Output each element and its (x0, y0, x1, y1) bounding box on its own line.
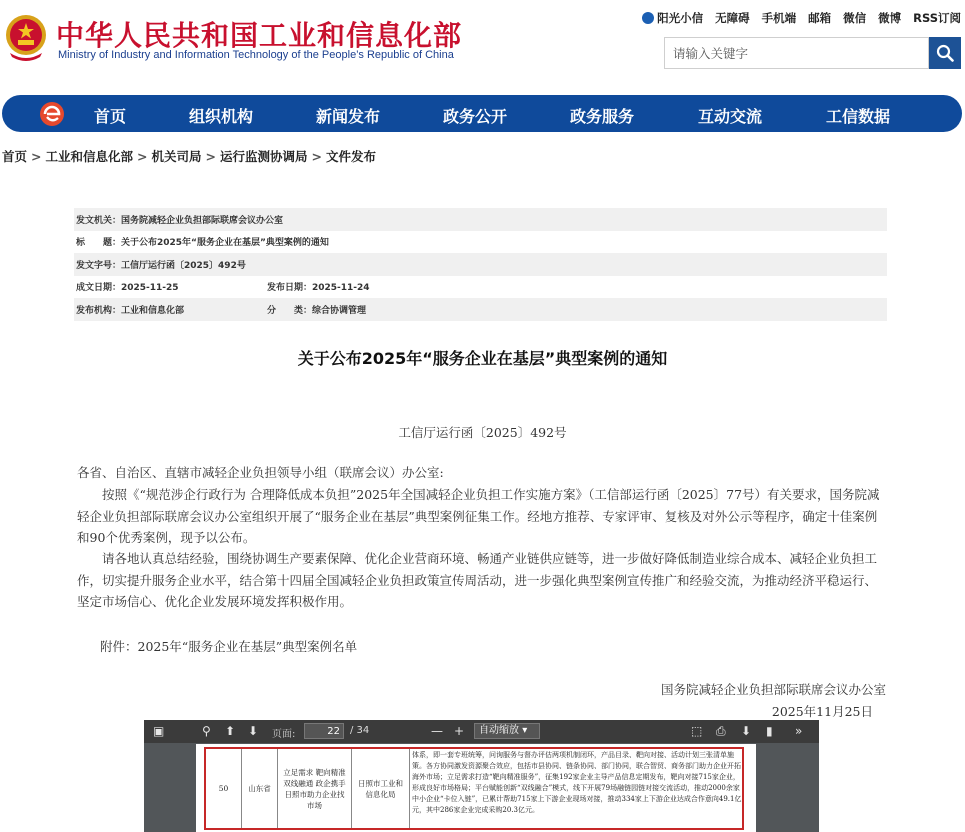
page-total: / 34 (350, 725, 370, 736)
meta-row-title (74, 231, 887, 254)
search-box (664, 37, 929, 69)
presentation-mode-icon[interactable]: ⬚ (691, 724, 703, 738)
next-page-icon[interactable]: ⬇ (248, 724, 259, 738)
breadcrumb-separator: > (311, 149, 322, 164)
meta-row-publisher (74, 298, 887, 321)
top-links (630, 10, 961, 26)
page-number-input[interactable] (304, 723, 344, 739)
breadcrumb-documents[interactable]: 文件发布 (326, 149, 377, 164)
row-case-title: 立足需求 靶向精准 双线融通 政企携手 日照市助力企业找市场 (278, 749, 352, 828)
site-name-cn[interactable]: 中华人民共和国工业和信息化部 (56, 19, 463, 52)
meta-title: 标 题：关于公布2025年“服务企业在基层”典型案例的通知 (76, 238, 329, 249)
top-link-mail[interactable]: 邮箱 (808, 11, 832, 25)
top-link-wechat[interactable]: 微信 (843, 11, 867, 25)
zoom-out-icon[interactable]: — (431, 724, 443, 738)
article-paragraph-1: 按照《“规范涉企行政行为 合理降低成本负担”2025年全国减轻企业负担工作实施方案》（工信部运行函〔2025〕77号）有关要求，国务院减轻企业负担部际联席会议办公室组织开展了“服务企业在基层”典型案例征集工作。经地方推荐、专家评审、复核及对外公示等程序，确定十佳案例和90个优秀案例，现予以公布。 (77, 487, 880, 546)
top-link-sunshine[interactable]: 阳光小信 (642, 10, 703, 26)
nav-services[interactable]: 政务服务 (570, 107, 635, 126)
article-salutation: 各省、自治区、直辖市减轻企业负担领导小组（联席会议）办公室: (77, 465, 444, 480)
previous-page-icon[interactable]: ⬆ (225, 724, 236, 738)
meta-written-date: 成文日期：2025-11-25 (76, 283, 179, 294)
nav-home[interactable]: 首页 (94, 107, 127, 126)
top-link-weibo[interactable]: 微博 (878, 11, 902, 25)
main-nav (2, 95, 962, 132)
site-header (0, 0, 965, 95)
article-signature-org: 国务院减轻企业负担部际联席会议办公室 (660, 682, 886, 697)
meta-category: 分 类：综合协调管理 (267, 305, 367, 316)
top-link-accessibility[interactable]: 无障碍 (715, 11, 750, 25)
tools-menu-icon[interactable]: » (795, 724, 803, 738)
breadcrumb-separator: > (31, 149, 42, 164)
search-input[interactable] (665, 38, 928, 68)
top-link-rss[interactable]: RSS订阅 (913, 11, 961, 25)
page-label: 页面: (272, 729, 296, 740)
zoom-in-icon[interactable]: + (454, 724, 465, 738)
pdf-search-icon[interactable]: ⚲ (202, 724, 211, 738)
breadcrumb-ministry[interactable]: 工业和信息化部 (45, 149, 134, 164)
zoom-select[interactable] (474, 723, 540, 739)
row-province: 山东省 (242, 749, 278, 828)
nav-organization[interactable]: 组织机构 (189, 107, 254, 126)
site-name-en: Ministry of Industry and Information Technology of the People’s Republic of China (58, 49, 454, 61)
nav-data[interactable]: 工信数据 (826, 107, 891, 126)
article-doc-number: 工信厅运行函〔2025〕492号 (398, 425, 567, 440)
print-icon[interactable]: ⎙ (716, 724, 726, 738)
nav-news[interactable]: 新闻发布 (316, 107, 381, 126)
row-summary: 体系，即一套专班统筹，问询服务与督办评估两项机制闭环，产品目录、靶向对接、活动计划三张清单施策。各方协同激发资源聚合效应，包括市县协同、链条协同、部门协同，联合智贸、商务部门助力企业开拓海外市场；立足需求打造“靶向精准服务”，征集192家企业主导产品信息定期发布，靶向对接715家企业，形成良好市场格局；平台赋能创新“双线融合”模式，线下开展79场融链园链对接交流活动，推动2000余家中小企业“卡位入链”，已累计帮助715家上下游企业现场对接，推动334家上下游企业达成合作意向49.1亿元，其中286家企业完成采购20.3亿元。 (412, 751, 742, 814)
meta-issuer: 发文机关：国务院减轻企业负担部际联席会议办公室 (76, 215, 284, 226)
breadcrumb-departments[interactable]: 机关司局 (151, 149, 202, 164)
search-icon (936, 44, 954, 62)
top-link-mobile[interactable]: 手机端 (761, 11, 797, 25)
ministry-logo-icon[interactable] (38, 100, 66, 128)
breadcrumb-separator: > (205, 149, 216, 164)
national-emblem-icon[interactable] (4, 13, 48, 61)
row-unit: 日照市工业和信息化局 (352, 749, 410, 828)
row-number: 50 (206, 749, 242, 828)
breadcrumb (2, 147, 376, 165)
document-meta-table (74, 208, 887, 321)
breadcrumb-separator: > (137, 149, 148, 164)
zoom-select-value: 自动缩放 (479, 725, 519, 736)
pdf-table-row-highlighted (204, 747, 744, 830)
breadcrumb-home[interactable]: 首页 (2, 149, 28, 164)
download-icon[interactable]: ⬇ (741, 724, 752, 738)
pdf-viewer[interactable] (144, 720, 819, 832)
meta-row-doc-number (74, 253, 887, 276)
pdf-page (196, 744, 756, 832)
chevron-down-icon: ▾ (522, 725, 528, 736)
article-signature-date: 2025年11月25日 (771, 704, 873, 719)
meta-publish-date: 发布日期：2025-11-24 (267, 283, 370, 294)
article-paragraph-2: 请各地认真总结经验，围绕协调生产要素保障、优化企业营商环境、畅通产业链供应链等，进一步做好降低制造业综合成本、减轻企业负担工作，切实提升服务企业水平，结合第十四届全国减轻企业负担政策宣传周活动，进一步强化典型案例宣传推广和经验交流，为推动经济平稳运行、坚定市场信心、优化企业发展环境发挥积极作用。 (77, 551, 878, 610)
pdf-toolbar (144, 720, 819, 743)
meta-row-issuer (74, 208, 887, 231)
article-attachment[interactable]: 附件：2025年“服务企业在基层”典型案例名单 (100, 639, 358, 654)
meta-doc-number: 发文字号：工信厅运行函〔2025〕492号 (76, 260, 246, 271)
article-title: 关于公布2025年“服务企业在基层”典型案例的通知 (297, 349, 668, 368)
nav-government-affairs[interactable]: 政务公开 (443, 107, 508, 126)
sunshine-icon (642, 12, 654, 24)
nav-interaction[interactable]: 互动交流 (698, 107, 763, 126)
bookmark-icon[interactable]: ▮ (766, 724, 773, 738)
meta-publisher: 发布机构：工业和信息化部 (76, 305, 185, 316)
search-button[interactable] (929, 37, 961, 69)
breadcrumb-monitoring-bureau[interactable]: 运行监测协调局 (220, 149, 308, 164)
meta-row-dates (74, 276, 887, 299)
sidebar-toggle-icon[interactable]: ▣ (153, 724, 165, 738)
